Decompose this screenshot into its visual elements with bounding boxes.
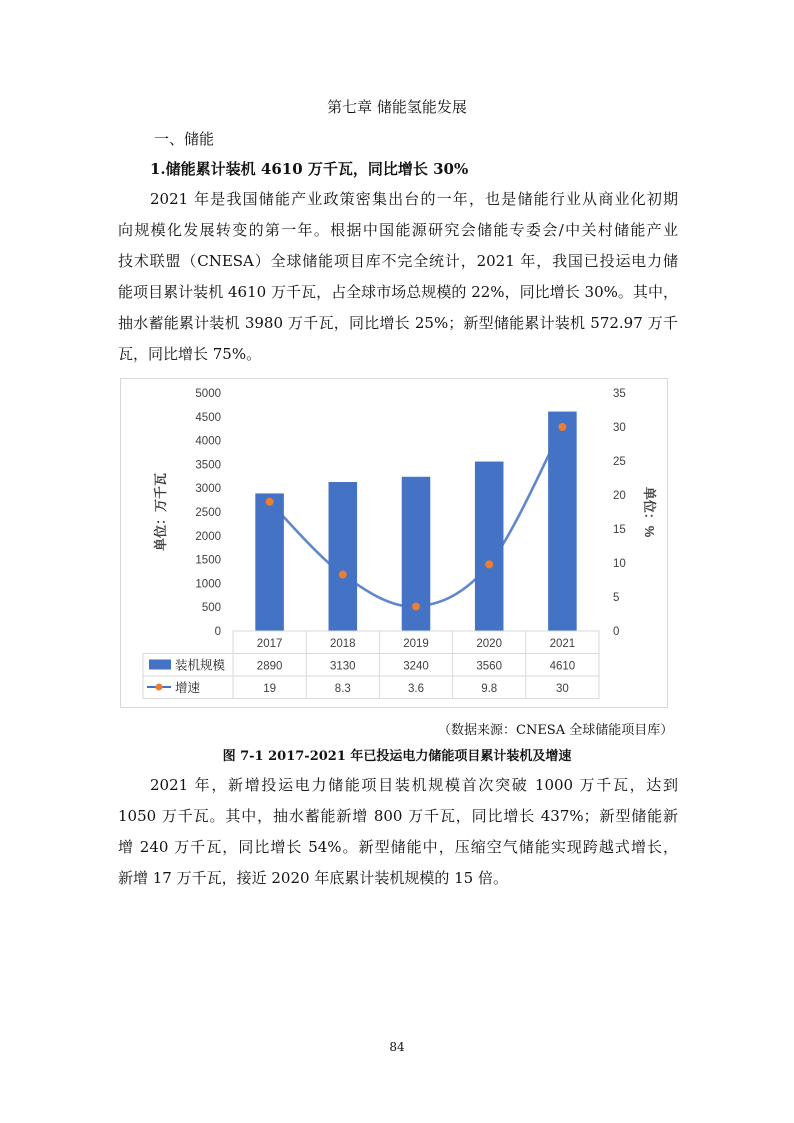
paragraph-1: [118, 184, 678, 370]
paragraph-line: 增 240 万千瓦，同比增长 54%。新型储能中，压缩空气储能实现跨越式增长，: [118, 838, 678, 856]
y-tick-label: 1500: [195, 554, 221, 567]
paragraph-line: 向规模化发展转变的第一年。根据中国能源研究会储能专委会/中关村储能产业: [118, 221, 678, 239]
y2-tick-label: 30: [613, 422, 626, 434]
paragraph-2: [118, 770, 678, 894]
line-point: [339, 571, 347, 579]
paragraph-line: 瓦，同比增长 75%。: [118, 345, 262, 363]
table-value-capacity: 3130: [330, 660, 356, 673]
source-note: （数据来源：CNESA 全球储能项目库）: [438, 723, 674, 738]
y2-tick-label: 10: [613, 558, 626, 570]
table-value-growth: 19: [263, 683, 276, 695]
y-tick-label: 5000: [195, 388, 221, 400]
x-tick-label: 2017: [256, 638, 283, 650]
paragraph-line: 能项目累计装机 4610 万千瓦，占全球市场总规模的 22%，同比增长 30%。其中，: [118, 283, 678, 301]
y-tick-label: 500: [201, 602, 221, 615]
table-value-growth: 3.6: [408, 683, 424, 695]
y-tick-label: 3000: [195, 483, 221, 496]
table-value-capacity: 4610: [549, 660, 576, 673]
bar: [475, 462, 504, 631]
y-tick-label: 1000: [195, 578, 221, 591]
x-tick-label: 2018: [330, 638, 356, 650]
y-tick-label: 3500: [195, 459, 221, 472]
table-value-capacity: 3240: [403, 660, 429, 673]
figure-caption: 图 7-1 2017-2021 年已投运电力储能项目累计装机及增速: [222, 749, 572, 764]
paragraph-line: 1050 万千瓦。其中，抽水蓄能新增 800 万千瓦，同比增长 437%；新型储能新: [118, 807, 678, 825]
y-tick-label: 2000: [195, 530, 221, 543]
y2-tick-label: 0: [613, 626, 620, 638]
legend-label-bar: 装机规模: [175, 658, 226, 673]
y-tick-label: 2500: [195, 507, 221, 519]
line-point: [558, 423, 566, 431]
y2-tick-label: 25: [613, 456, 626, 468]
table-value-growth: 9.8: [481, 683, 498, 695]
y2-tick-label: 20: [613, 490, 626, 502]
paragraph-line: 新增 17 万千瓦，接近 2020 年底累计装机规模的 15 倍。: [118, 869, 508, 887]
bar-line-chart: [121, 379, 667, 707]
line-point: [266, 498, 274, 506]
y-tick-label: 0: [214, 626, 221, 638]
paragraph-line: 2021 年，新增投运电力储能项目装机规模首次突破 1000 万千瓦，达到: [150, 776, 678, 794]
legend-swatch-bar: [149, 660, 171, 670]
chapter-title: 第七章 储能氢能发展: [327, 98, 467, 116]
line-point: [485, 560, 493, 568]
table-value-growth: 30: [556, 683, 569, 695]
legend-label-line: 增速: [175, 681, 201, 695]
section-heading: 一、储能: [154, 130, 215, 148]
paragraph-line: 抽水蓄能累计装机 3980 万千瓦，同比增长 25%；新型储能累计装机 572.97 万千: [118, 314, 678, 332]
y-tick-label: 4500: [195, 411, 221, 424]
x-tick-label: 2019: [403, 638, 429, 650]
chart-container: [120, 378, 668, 708]
paragraph-line: 2021 年是我国储能产业政策密集出台的一年，也是储能行业从商业化初期: [150, 190, 678, 208]
table-value-capacity: 3560: [476, 660, 502, 673]
bar: [329, 482, 358, 631]
paragraph-line: 技术联盟（CNESA）全球储能项目库不完全统计，2021 年，我国已投运电力储: [118, 252, 678, 270]
y2-tick-label: 15: [613, 524, 626, 536]
x-tick-label: 2020: [476, 638, 502, 650]
table-value-capacity: 2890: [256, 660, 283, 673]
table-value-growth: 8.3: [334, 683, 351, 695]
y-tick-label: 4000: [195, 435, 221, 448]
y2-tick-label: 5: [613, 592, 620, 604]
page-number: 84: [389, 1040, 405, 1054]
x-tick-label: 2021: [549, 638, 576, 650]
line-point: [412, 603, 420, 611]
y2-tick-label: 35: [613, 388, 626, 400]
legend-swatch-marker: [156, 684, 163, 691]
subheading: 1.储能累计装机 4610 万千瓦，同比增长 30%: [150, 160, 469, 178]
y-axis-title: 单位：万千瓦: [153, 472, 168, 552]
y2-axis-title: 单位：%: [642, 486, 657, 538]
